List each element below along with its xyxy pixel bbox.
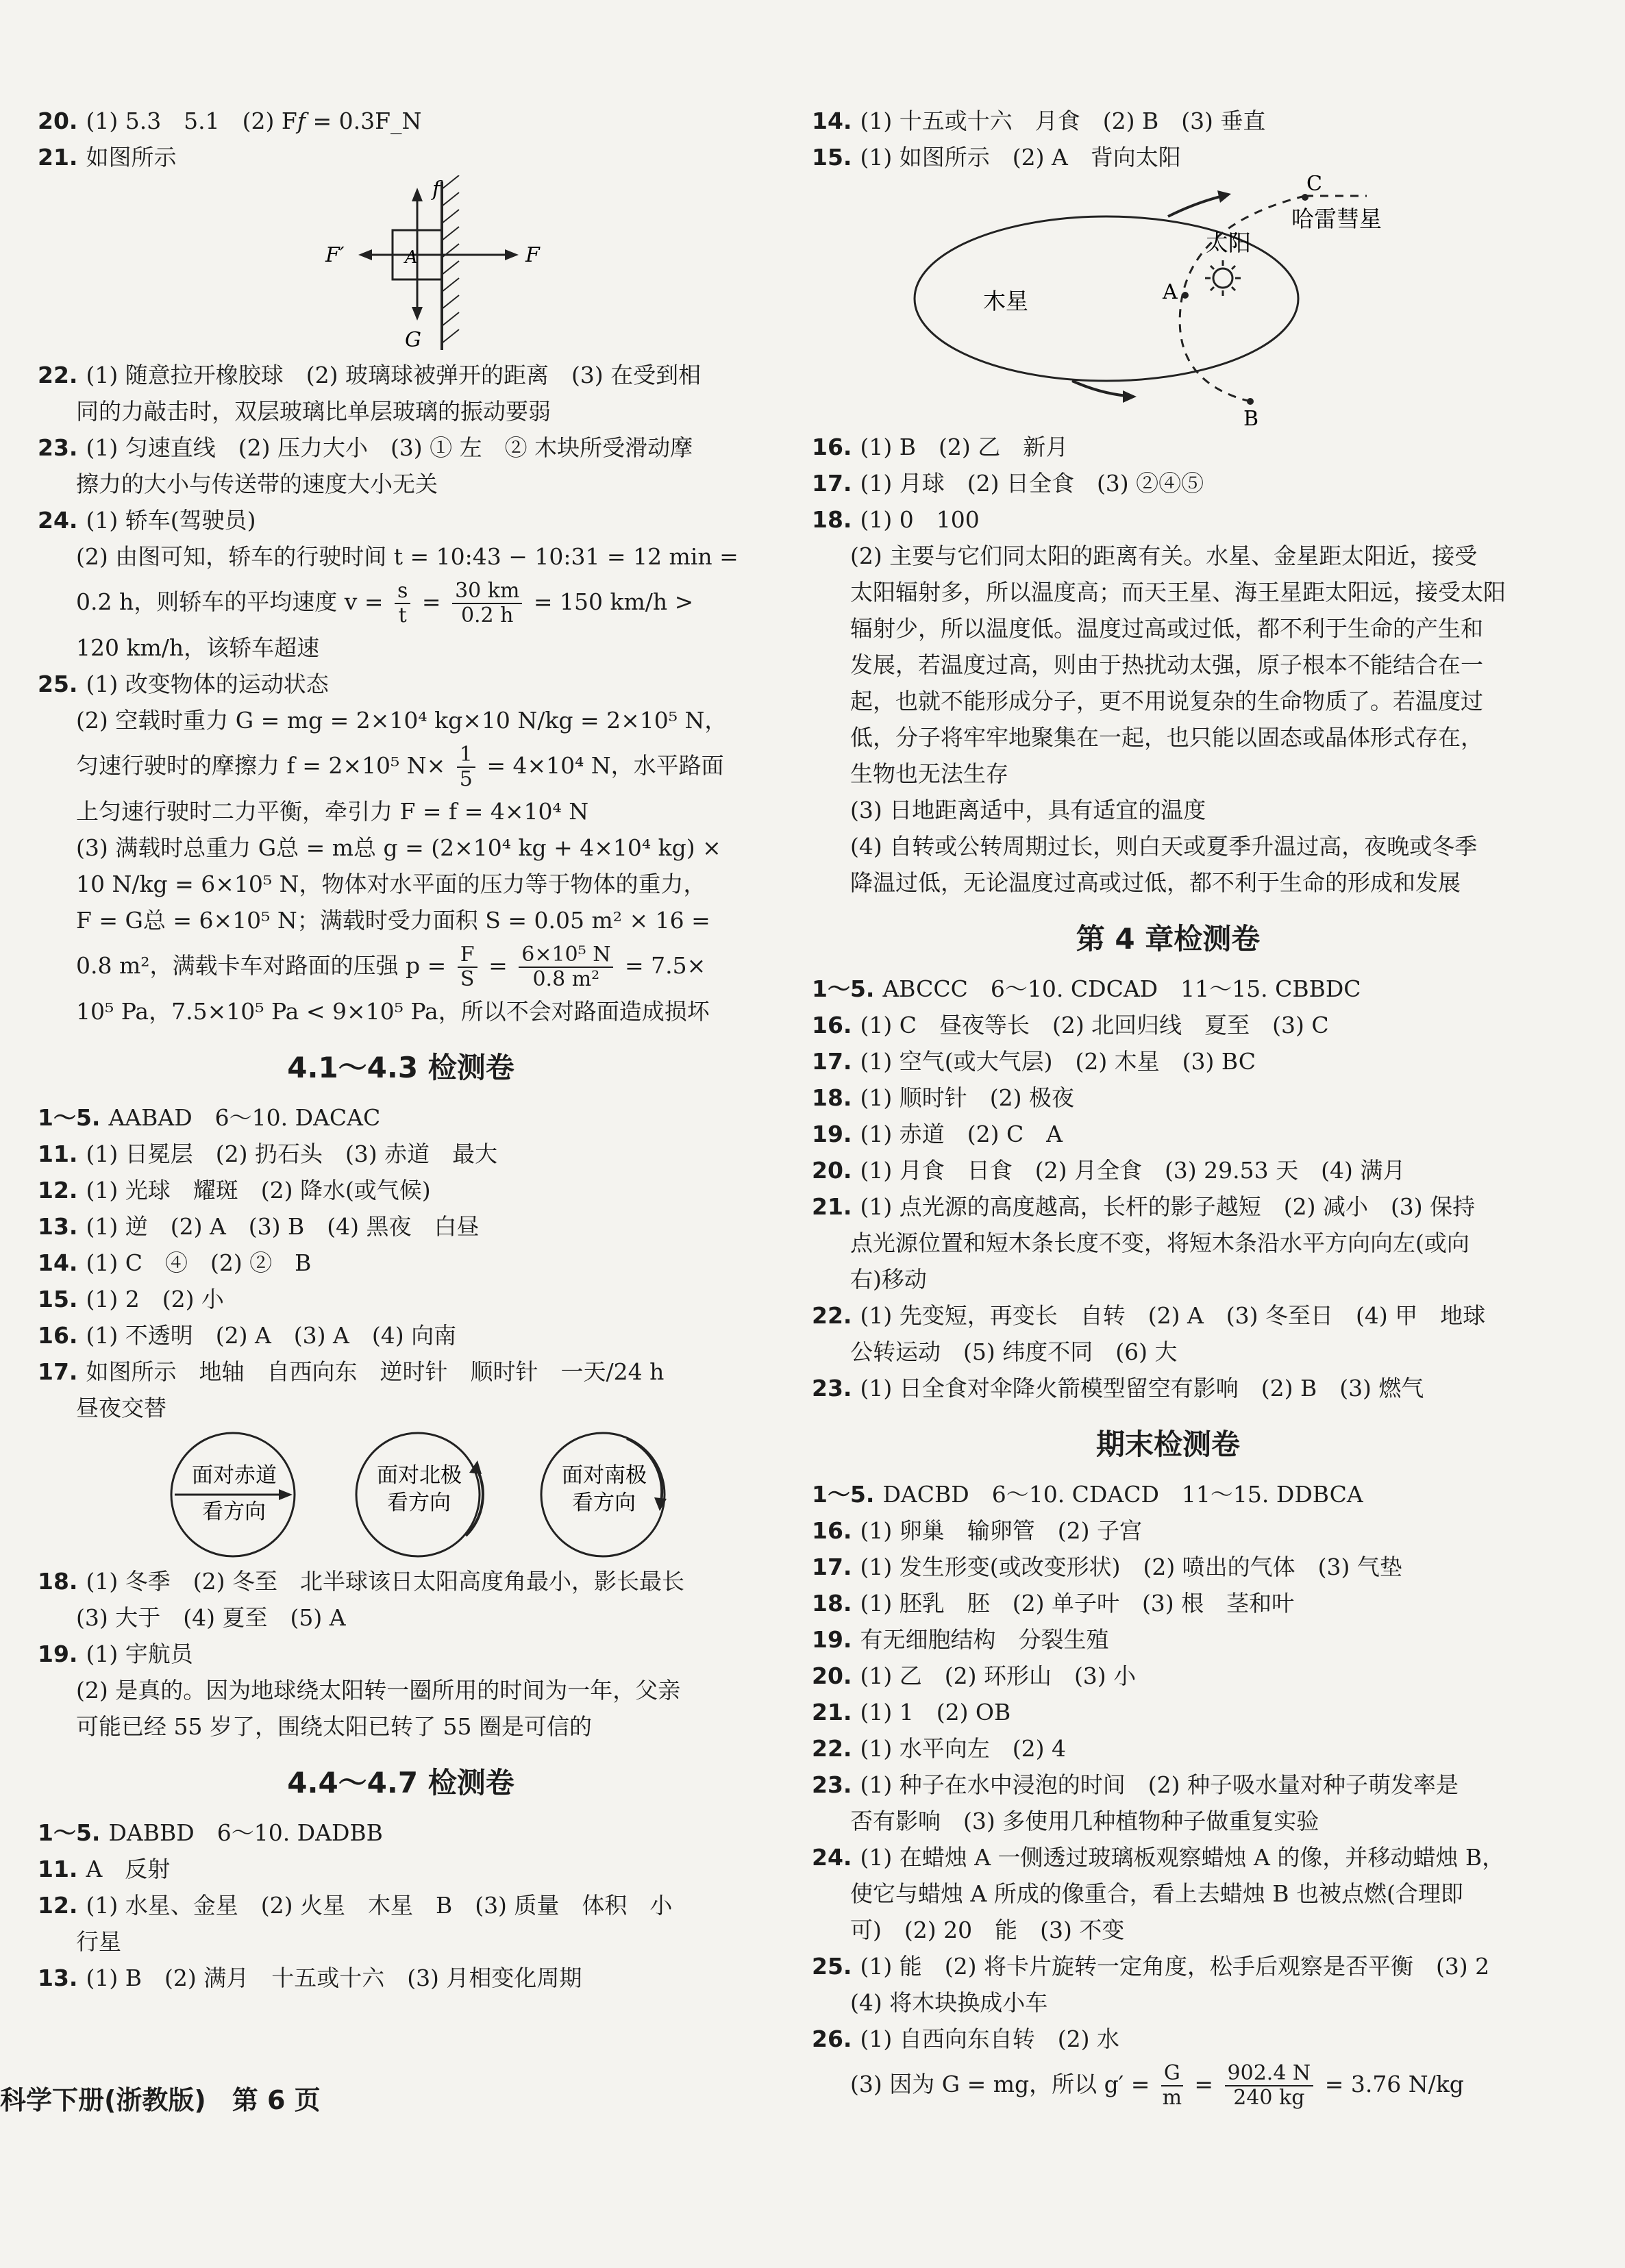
answer-24-final-l2: 使它与蜡烛 A 所成的像重合，看上去蜡烛 B 也被点燃(合理即 [850,1880,1463,1907]
answer-13: 13. (1) B (2) 满月 十五或十六 (3) 月相变化周期 [38,1965,582,1991]
answer-18-line: (4) 自转或公转周期过长，则白天或夏季升温过高，夜晚或冬季 [850,833,1478,860]
answer-25-l5: (3) 满载时总重力 G总 = m总 g = (2×10⁴ kg + 4×10⁴ kg) × [76,834,721,861]
answer-line [812,1658,1524,1694]
answer-line [38,1136,764,1172]
answer-line [38,1317,764,1354]
force-diagram [38,175,764,357]
answer-12-cont: 行星 [76,1928,121,1955]
label-b-point: B [1243,407,1259,429]
chapter4-list [812,971,1524,1225]
answer-18-line: 起，也就不能形成分子，更不用说复杂的生命物质了。若温度过 [850,688,1483,714]
answer-19: 19. (1) 宇航员 [38,1641,193,1667]
answer-line [812,1694,1524,1730]
answer-26-final: 26. (1) 自西向东自转 (2) 水 [812,2026,1119,2052]
answer-23: 23. (1) 匀速直线 (2) 压力大小 (3) ① 左 ② 木块所受滑动摩 [38,434,693,461]
answer-number: 16. [38,1322,78,1349]
answer-number: 11. [38,1856,78,1882]
answer-21: 21. 如图所示 [38,144,177,171]
answer-text: (1) 不透明 (2) A (3) A (4) 向南 [86,1322,457,1349]
answer-text: (1) 卵巢 输卵管 (2) 子宫 [860,1517,1142,1544]
answer-number: 16. [812,1517,852,1544]
answer-23-final-cont: 否有影响 (3) 多使用几种植物种子做重复实验 [850,1808,1319,1834]
answer-number: 15. [812,144,852,171]
answer-25-l9: 10⁵ Pa，7.5×10⁵ Pa < 9×10⁵ Pa，所以不会对路面造成损坏 [76,998,710,1025]
answer-number: 12. [38,1177,78,1204]
answer-number: 17. [812,1554,852,1580]
answer-text: (1) 日冕层 (2) 扔石头 (3) 赤道 最大 [86,1141,498,1167]
earth-rotation-diagram [38,1426,764,1563]
answer-line [812,1476,1524,1512]
answer-line [812,1188,1524,1225]
answer-line [812,1043,1524,1080]
answer-text: (1) 2 (2) 小 [86,1286,224,1312]
answer-line [812,465,1524,501]
answer-25-final-cont: (4) 将木块换成小车 [850,1989,1048,2016]
right-mid-list [812,429,1524,538]
answer-line [38,1172,764,1208]
label-a-point: A [1163,280,1178,304]
answer-text: (1) 点光源的高度越高，长杆的影子越短 (2) 减小 (3) 保持 [860,1193,1476,1220]
answer-number: 15. [38,1286,78,1312]
answer-text: (1) C ④ (2) ② B [86,1249,312,1276]
answer-number: 17. [38,1358,78,1385]
answer-text: (1) 月食 日食 (2) 月全食 (3) 29.53 天 (4) 满月 [860,1157,1406,1184]
answer-24: 24. (1) 轿车(驾驶员) [38,507,256,534]
fraction-s-t: $\frac{s}{t}$ [395,580,410,627]
answer-line [812,103,1524,139]
circle2-line1: 面对北极 [377,1463,462,1488]
answer-number: 19. [812,1626,852,1653]
fraction-gravity: $\frac{902.4 N}{240 kg}$ [1225,2062,1314,2110]
fraction-g-m: $\frac{G}{m}$ [1162,2061,1182,2110]
answer-22: 22. (1) 随意拉开橡胶球 (2) 玻璃球被弹开的距离 (3) 在受到相 [38,362,702,388]
answer-25-l8: 0.8 m²，满载卡车对路面的压强 p = $\frac{F}{S}$ = $\frac{\text{6×10⁵ N}}{\text{0.8 m²}}$ = 7.5× [76,943,706,991]
answer-number: 20. [812,1157,852,1184]
answer-21-cont2: 右)移动 [850,1266,927,1293]
answer-text: (1) 月球 (2) 日全食 (3) ②④⑤ [860,470,1204,497]
label-G: G [405,328,421,352]
answer-18-paragraph [812,538,1524,901]
answer-18-line: (2) 主要与它们同太阳的距离有关。水星、金星距太阳近，接受 [850,543,1478,569]
fraction-one-fifth: $\frac{1}{5}$ [457,743,475,791]
label-fprime: F′ [325,243,345,267]
answer-number: 1～5. [812,975,875,1002]
answer-text: (1) B (2) 乙 新月 [860,434,1069,460]
circle3-line2: 看方向 [572,1491,636,1515]
answer-text: (1) 水平向左 (2) 4 [860,1735,1066,1762]
answer-18-line: 发展，若温度过高，则由于热扰动太强，原子根本不能结合在一 [850,651,1483,678]
answer-text: (1) 水星、金星 (2) 火星 木星 B (3) 质量 体积 小 [86,1892,673,1919]
left-column [38,103,764,1996]
answer-25: 25. (1) 改变物体的运动状态 [38,671,329,697]
answer-text: (1) 0 100 [860,506,980,533]
answer-22-ch4: 22. (1) 先变短，再变长 自转 (2) A (3) 冬至日 (4) 甲 地球 [812,1302,1486,1329]
label-halley: 哈雷彗星 [1291,205,1382,232]
answer-line [38,1354,764,1390]
answer-line [812,1080,1524,1116]
section-4-4-list [38,1815,764,1923]
fraction-speed: $\frac{30 km}{0.2 h}$ [452,580,522,627]
answer-number: 12. [38,1892,78,1919]
label-c: C [1306,175,1322,196]
circle2-line2: 看方向 [387,1491,451,1515]
answer-line [812,429,1524,465]
answer-19-l2: (2) 是真的。因为地球绕太阳转一圈所用的时间为一年，父亲 [76,1677,681,1704]
answer-text: ABCCC 6～10. CDCAD 11～15. CBBDC [882,975,1361,1002]
answer-text: AABAD 6～10. DACAC [108,1104,381,1131]
right-top-list [812,103,1524,175]
label-sun: 太阳 [1206,229,1251,256]
fraction-pressure: $\frac{\text{6×10⁵ N}}{\text{0.8 m²}}$ [519,943,613,991]
answer-text: (1) 如图所示 (2) A 背向太阳 [860,144,1181,171]
circle1-line1: 面对赤道 [192,1463,277,1488]
answer-line [812,139,1524,175]
answer-22-cont: 同的力敲击时，双层玻璃比单层玻璃的振动要弱 [76,398,551,425]
answer-text: (1) 胚乳 胚 (2) 单子叶 (3) 根 茎和叶 [860,1590,1295,1617]
final-list [812,1476,1524,1767]
right-column [812,103,1524,2112]
answer-number: 11. [38,1141,78,1167]
answer-line [812,1585,1524,1621]
section-title-final: 期末检测卷 [1095,1428,1240,1461]
answer-line [812,1007,1524,1043]
answer-number: 17. [812,470,852,497]
answer-line [812,1730,1524,1767]
answer-number: 17. [812,1048,852,1075]
answer-line [812,501,1524,538]
answer-18-cont: (3) 大于 (4) 夏至 (5) A [76,1604,346,1631]
fraction-f-s: $\frac{F}{S}$ [458,943,477,991]
label-jupiter: 木星 [983,288,1028,314]
label-F: F [525,243,540,267]
answer-line [38,1815,764,1851]
answer-number: 14. [812,108,852,134]
answer-23-final: 23. (1) 种子在水中浸泡的时间 (2) 种子吸水量对种子萌发率是 [812,1771,1459,1798]
answer-text: (1) 发生形变(或改变形状) (2) 喷出的气体 (3) 气垫 [860,1554,1402,1580]
answer-line [38,1887,764,1923]
answer-26-final-l2: (3) 因为 G = mg，所以 g′ = $\frac{G}{m}$ = $\frac{902.4 N}{240 kg}$ = 3.76 N/kg [850,2061,1464,2110]
answer-number: 19. [812,1121,852,1147]
answer-text: (1) 空气(或大气层) (2) 木星 (3) BC [860,1048,1256,1075]
section-title-chapter4: 第 4 章检测卷 [1076,922,1261,956]
answer-text: A 反射 [86,1856,171,1882]
answer-18-line: 低，分子将牢牢地聚集在一起，也只能以固态或晶体形式存在， [850,724,1483,751]
label-a: A [405,247,418,268]
answer-18: 18. (1) 冬季 (2) 冬至 北半球该日太阳高度角最小，影长最长 [38,1568,684,1595]
answer-23-cont: 擦力的大小与传送带的速度大小无关 [76,471,438,497]
answer-line [38,1099,764,1136]
circle1-line2: 看方向 [202,1499,266,1524]
answer-24-final: 24. (1) 在蜡烛 A 一侧透过玻璃板观察蜡烛 A 的像，并移动蜡烛 B， [812,1844,1505,1871]
answer-text: DABBD 6～10. DADBB [108,1819,383,1846]
answer-19-l3: 可能已经 55 岁了，围绕太阳已转了 55 圈是可信的 [76,1713,592,1740]
answer-24-l2: (2) 由图可知，轿车的行驶时间 t = 10:43 − 10:31 = 12 min = [76,543,739,570]
answer-18-line: 太阳辐射多，所以温度高；而天王星、海王星距太阳远，接受太阳 [850,579,1506,606]
answer-text: (1) C 昼夜等长 (2) 北回归线 夏至 (3) C [860,1012,1329,1038]
answer-line [812,1152,1524,1188]
answer-line [812,1512,1524,1549]
answer-25-l3: 匀速行驶时的摩擦力 f = 2×10⁵ N× $\frac{1}{5}$ = 4×10⁴ N，水平路面 [76,743,724,791]
section-4-1-list [38,1099,764,1390]
answer-25-l7: F = G总 = 6×10⁵ N；满载时受力面积 S = 0.05 m² × 16 = [76,907,710,934]
answer-25-l4: 上匀速行驶时二力平衡，牵引力 F = f = 4×10⁴ N [76,798,589,825]
answer-20: 20. (1) 5.3 5.1 (2) F𝑓 = 0.3F_N [38,108,422,134]
answer-text: 有无细胞结构 分裂生殖 [860,1626,1109,1653]
answer-number: 16. [812,1012,852,1038]
answer-line [812,1549,1524,1585]
answer-line [38,1281,764,1317]
answer-number: 18. [812,1084,852,1111]
answer-18-line: 生物也无法生存 [850,760,1008,787]
answer-25-final: 25. (1) 能 (2) 将卡片旋转一定角度，松手后观察是否平衡 (3) 2 [812,1953,1490,1980]
halley-comet-diagram [812,175,1524,429]
answer-22-ch4-cont: 公转运动 (5) 纬度不同 (6) 大 [850,1338,1178,1365]
answer-23-ch4: 23. (1) 日全食对伞降火箭模型留空有影响 (2) B (3) 燃气 [812,1375,1424,1401]
answer-18-line: 辐射少，所以温度低。温度过高或过低，都不利于生命的产生和 [850,615,1483,642]
answer-text: 如图所示 地轴 自西向东 逆时针 顺时针 一天/24 h [86,1358,665,1385]
answer-line [812,1116,1524,1152]
answer-text: (1) 1 (2) OB [860,1699,1011,1725]
answer-line [38,1208,764,1245]
answer-24-l3: 0.2 h，则轿车的平均速度 v = $\frac{s}{t}$ = $\frac{30 km}{0.2 h}$ = 150 km/h > [76,579,694,627]
answer-24-final-l3: 可) (2) 20 能 (3) 不变 [850,1917,1125,1943]
circle3-line1: 面对南极 [562,1463,647,1488]
answer-number: 20. [812,1662,852,1689]
answer-text: (1) 赤道 (2) C A [860,1121,1063,1147]
answer-24-l4: 120 km/h，该轿车超速 [76,634,320,661]
answer-text: (1) 十五或十六 月食 (2) B (3) 垂直 [860,108,1266,134]
answer-number: 18. [812,1590,852,1617]
answer-text: (1) 光球 耀斑 (2) 降水(或气候) [86,1177,431,1204]
answer-number: 21. [812,1699,852,1725]
answer-number: 18. [812,506,852,533]
answer-text: DACBD 6～10. CDACD 11～15. DDBCA [882,1481,1363,1508]
answer-number: 16. [812,434,852,460]
answer-number: 21. [812,1193,852,1220]
answer-number: 1～5. [38,1819,101,1846]
answer-line [38,1851,764,1887]
section-title-4-1-4-3: 4.1～4.3 检测卷 [287,1051,514,1084]
answer-number: 22. [812,1735,852,1762]
answer-18-line: (3) 日地距离适中，具有适宜的温度 [850,797,1206,823]
answer-21-cont1: 点光源位置和短木条长度不变，将短木条沿水平方向向左(或向 [850,1230,1469,1256]
answer-18-line: 降温过低，无论温度过高或过低，都不利于生命的形成和发展 [850,869,1461,896]
answer-line [812,971,1524,1007]
answer-line [812,1621,1524,1658]
answer-line [38,1245,764,1281]
answer-number: 13. [38,1213,78,1240]
answer-25-l2: (2) 空载时重力 G = mg = 2×10⁴ kg×10 N/kg = 2×10⁵ N， [76,707,728,734]
answer-text: (1) 逆 (2) A (3) B (4) 黑夜 白昼 [86,1213,480,1240]
answer-number: 1～5. [38,1104,101,1131]
answer-text: (1) 顺时针 (2) 极夜 [860,1084,1074,1111]
answer-text: (1) 乙 (2) 环形山 (3) 小 [860,1662,1137,1689]
answer-number: 1～5. [812,1481,875,1508]
answer-17-cont: 昼夜交替 [76,1395,166,1421]
answer-25-l6: 10 N/kg = 6×10⁵ N，物体对水平面的压力等于物体的重力， [76,871,706,897]
label-f: f [432,177,441,201]
answer-number: 14. [38,1249,78,1276]
section-title-4-4-4-7: 4.4～4.7 检测卷 [287,1766,514,1799]
page-footer: 科学下册(浙教版) 第 6 页 [0,2085,321,2115]
